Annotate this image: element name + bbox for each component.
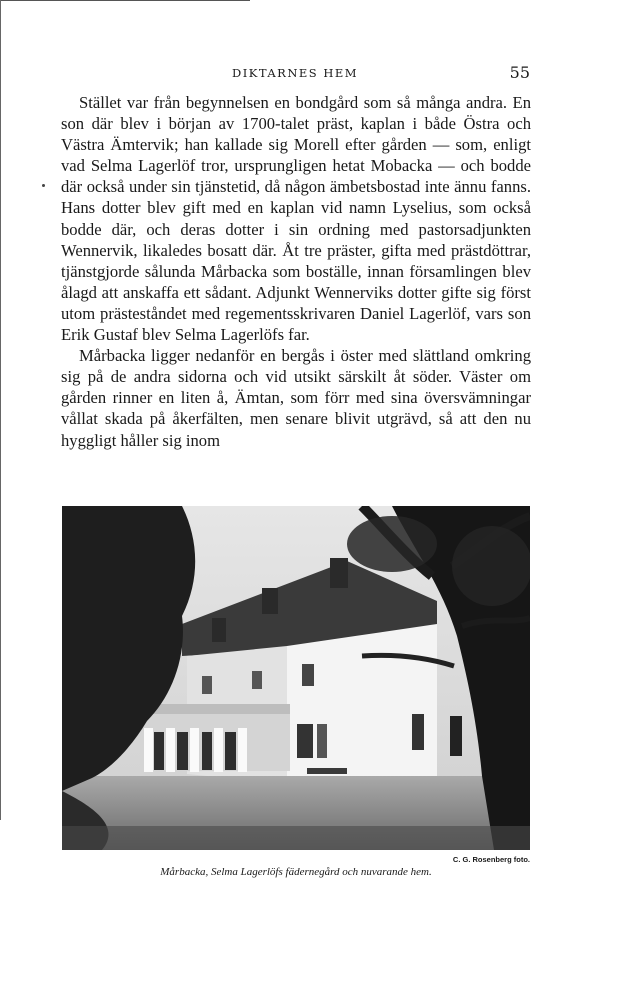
photo-marbacka: [62, 506, 530, 850]
margin-mark: [42, 184, 45, 187]
paragraph-2: Mårbacka ligger nedanför en bergås i öster med slättland omkring sig på de andra sidorna och vid utsikt särskilt åt söder. Väster om gården rinner en liten å, Ämtan, som förr med sina översvämningar vållat skada på åkerfälten, men senare blivit utgrävd, så att den nu hyggligt håller sig inom: [61, 346, 531, 450]
body-text: [61, 92, 531, 451]
running-title: DIKTARNES HEM: [231, 66, 359, 80]
photo-credit: C. G. Rosenberg foto.: [452, 855, 530, 864]
paragraph-1: Stället var från begynnelsen en bondgård som så många andra. En son där blev i början av 1700-talet präst, kaplan i både Östra och Västra Ämtervik; han kallade sig Morell efter gården — som, enligt vad Selma Lagerlöf tror, ursprungligen hetat Mobacka — och bodde där också under sin tjänstetid, då någon ämbetsbostad inte ännu fanns. Hans dotter blev gift med en kaplan vid namn Lyselius, som också bodde där, och deras dotter i sin ordning med pastorsadjunkten Wennervik, likaledes bosatt där. Åt tre präster, gifta med prästdöttrar, tjänstgjorde sålunda Mårbacka som boställe, innan församlingen blev ålagd att anskaffa ett sådant. Adjunkt Wennerviks dotter gifte sig först utom prästeståndet med regementsskrivaren Daniel Lagerlöf, vars son Erik Gustaf blev Selma Lagerlöfs far.: [61, 93, 531, 345]
page-number: 55: [509, 63, 530, 82]
page-edge-rule: [0, 0, 1, 820]
top-rule: [0, 0, 250, 1]
photo-caption: Mårbacka, Selma Lagerlöfs fädernegård och nuvarande hem.: [160, 866, 432, 878]
